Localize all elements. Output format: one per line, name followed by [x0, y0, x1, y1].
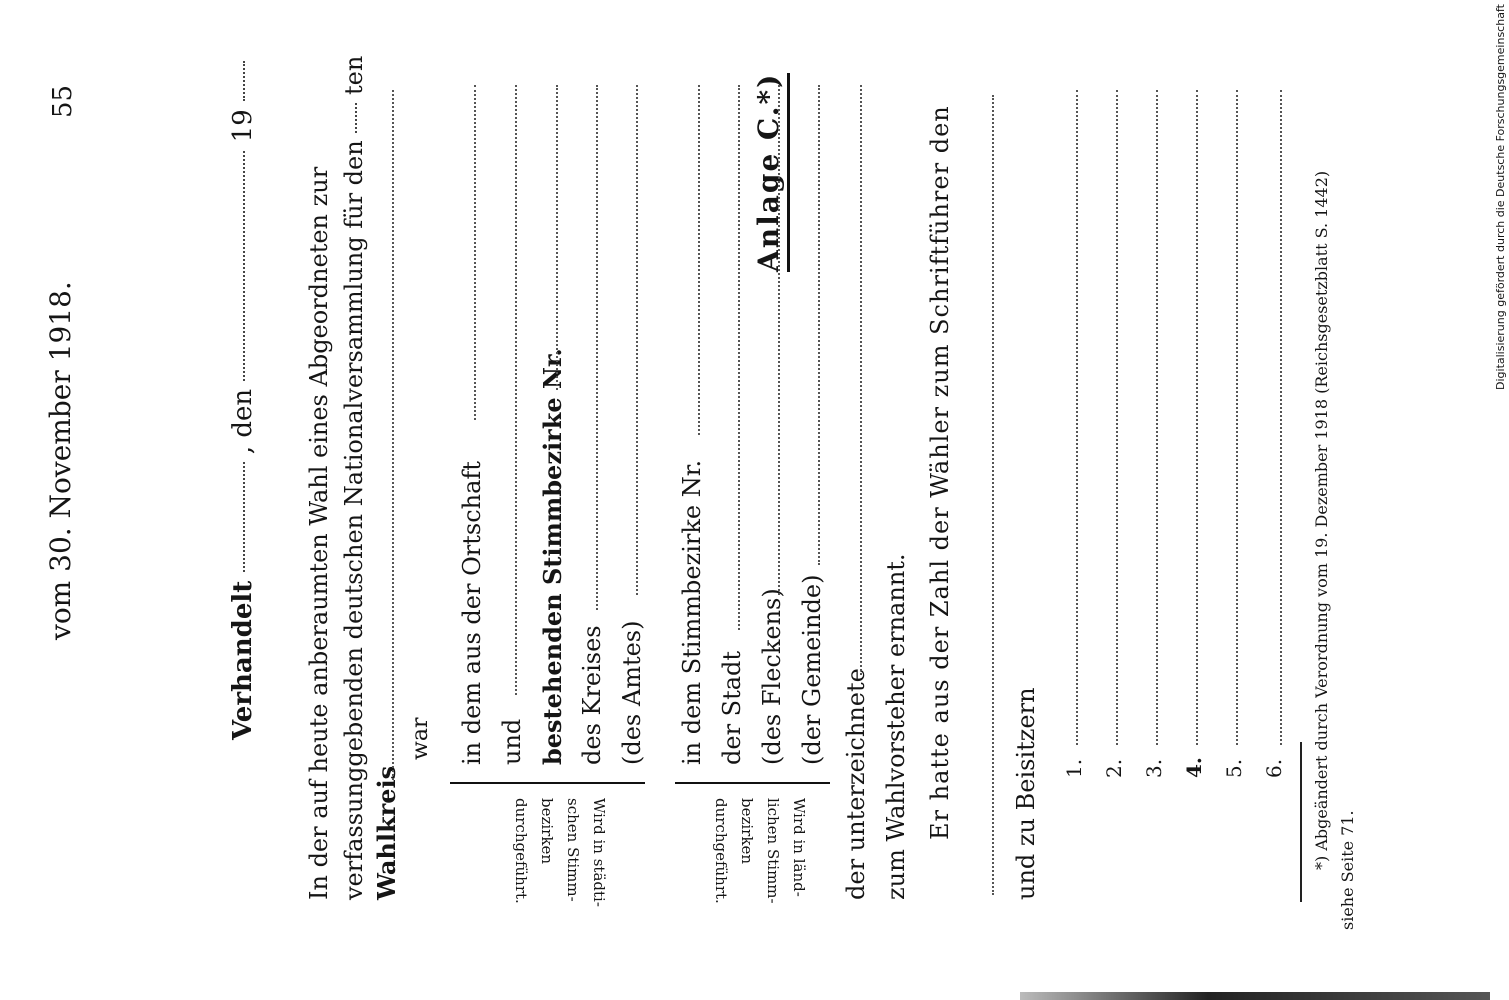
- rural-brace: [675, 782, 830, 784]
- date-line: vom 30. November 1918.: [44, 281, 77, 640]
- footnote-line-1: *) Abgeändert durch Verordnung vom 19. Dezember 1918 (Reichsgesetzblatt S. 1442): [1312, 170, 1331, 870]
- urban-line-4: des Kreises: [578, 625, 606, 765]
- page-number: 55: [48, 84, 78, 118]
- den-label: , den: [228, 388, 258, 455]
- rural-line-2: der Stadt: [718, 650, 746, 765]
- urban-line-2: und: [498, 718, 526, 765]
- rural-side-label: Wird in länd- lichen Stimm- bezirken durchgeführt.: [712, 798, 808, 904]
- intro-line-2: verfassunggebenden deutschen Nationalversammlung für den ten: [340, 55, 368, 900]
- footnote-rule: [1300, 742, 1302, 902]
- year-label: 19: [228, 109, 258, 143]
- digitization-note: Digitalisierung gefördert durch die Deutsche Forschungsgemeinschaft: [1494, 4, 1507, 390]
- assessor-number-4: 4.: [1182, 757, 1206, 778]
- urban-side-label: Wird in städti- schen Stimm- bezirken durchgeführt.: [512, 798, 608, 907]
- rural-line-1: in dem Stimmbezirke Nr.: [678, 459, 706, 765]
- intro-line-3: Wahlkreis: [372, 765, 401, 900]
- assessor-number-2: 2.: [1102, 758, 1126, 778]
- urban-brace: [450, 782, 645, 784]
- rural-line-4: (der Gemeinde): [798, 574, 826, 765]
- annex-title: Anlage C.*): [752, 73, 785, 272]
- urban-line-3: bestehenden Stimmbezirke Nr.: [538, 348, 567, 765]
- verhandelt-label: Verhandelt: [228, 580, 258, 740]
- verhandelt-line: [228, 61, 258, 740]
- assessor-number-1: 1.: [1062, 758, 1086, 778]
- signed-line-2: zum Wahlvorsteher ernannt.: [882, 553, 910, 900]
- assessor-number-6: 6.: [1262, 758, 1286, 778]
- urban-line-1: in dem aus der Ortschaft: [458, 461, 486, 765]
- assessors-line: und zu Beisitzern: [1012, 687, 1040, 900]
- urban-line-5: (des Amtes): [618, 620, 646, 765]
- assessor-number-3: 3.: [1142, 758, 1166, 778]
- war-label: war: [408, 717, 433, 760]
- assessor-number-5: 5.: [1222, 758, 1246, 778]
- secretary-line: Er hatte aus der Zahl der Wähler zum Schriftführer den: [926, 105, 954, 840]
- rural-line-3: (des Fleckens): [758, 588, 786, 765]
- footnote-line-2: siehe Seite 71.: [1338, 810, 1357, 930]
- signed-line-1: der unterzeichnete: [842, 668, 870, 900]
- scan-edge-strip: [1020, 992, 1490, 1000]
- intro-line-1: In der auf heute anberaumten Wahl eines Abgeordneten zur: [305, 166, 333, 900]
